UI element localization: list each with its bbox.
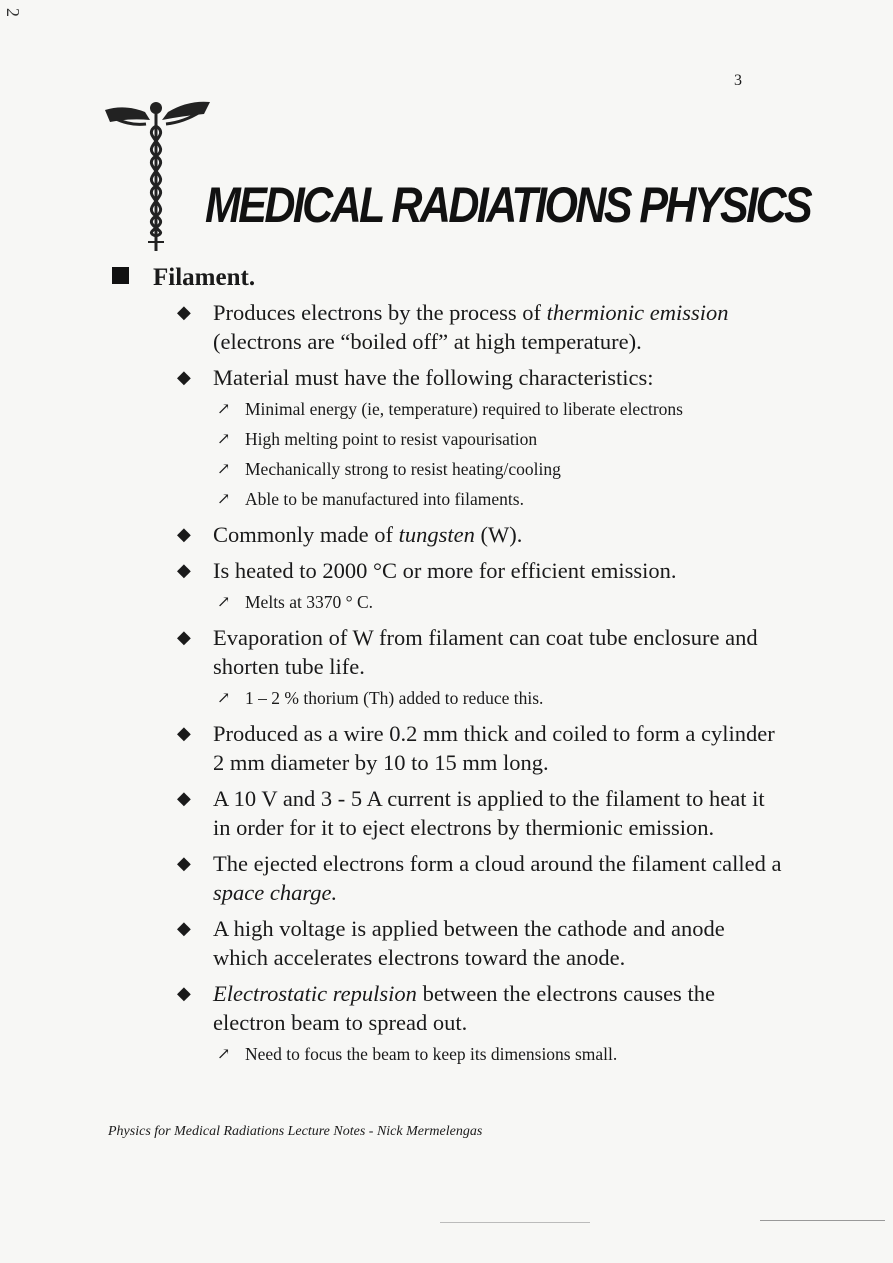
arrow-up-right-icon: ↗ — [217, 491, 231, 508]
arrow-up-right-icon: ↗ — [217, 1046, 231, 1063]
diamond-bullet-icon: ◆ — [177, 983, 191, 1003]
bullet-text — [213, 625, 758, 679]
sub-item — [197, 426, 785, 453]
emphasized-term: thermionic emission — [546, 300, 729, 325]
bullet-list — [175, 298, 785, 1075]
bullet-text-run: Material must have the following characteristics: — [213, 365, 654, 390]
bullet-item — [175, 623, 785, 712]
sub-item-text: Need to focus the beam to keep its dimensions small. — [245, 1044, 618, 1064]
sub-list — [197, 1041, 785, 1068]
emphasized-term: Electrostatic repulsion — [213, 981, 417, 1006]
bullet-text-run: between the electrons causes the electron beam to spread out. — [213, 981, 715, 1035]
diamond-bullet-icon: ◆ — [177, 627, 191, 647]
bullet-text-run: Produced as a wire 0.2 mm thick and coiled to form a cylinder 2 mm diameter by 10 to 15 mm long. — [213, 721, 775, 775]
footer-text: Physics for Medical Radiations Lecture Notes - Nick Mermelengas — [108, 1124, 483, 1139]
sub-list — [197, 685, 785, 712]
arrow-up-right-icon: ↗ — [217, 594, 231, 611]
arrow-up-right-icon: ↗ — [217, 461, 231, 478]
diamond-bullet-icon: ◆ — [177, 560, 191, 580]
bullet-text — [213, 300, 729, 354]
bullet-text-run: A high voltage is applied between the cathode and anode which accelerates electrons toward the anode. — [213, 916, 725, 970]
sub-item-text: High melting point to resist vapourisation — [245, 429, 538, 449]
page-title: MEDICAL RADIATIONS PHYSICS — [205, 177, 811, 233]
bullet-item — [175, 914, 785, 972]
sub-item-text: Melts at 3370 ° C. — [245, 592, 374, 612]
emphasized-term: tungsten — [398, 522, 475, 547]
sub-item — [197, 396, 785, 423]
bullet-text-run: (W). — [474, 522, 523, 547]
bullet-text — [213, 786, 765, 840]
bullet-text — [213, 851, 782, 905]
caduceus-icon — [100, 96, 215, 256]
arrow-up-right-icon: ↗ — [217, 690, 231, 707]
bullet-text-run: Is heated to 2000 °C or more for efficient emission. — [213, 558, 677, 583]
bullet-item — [175, 520, 785, 549]
divider — [440, 1222, 590, 1223]
bullet-item — [175, 784, 785, 842]
sub-list — [197, 396, 785, 513]
bullet-text-run: (electrons are “boiled off” at high temperature). — [213, 329, 642, 354]
sub-list — [197, 589, 785, 616]
sub-item — [197, 589, 785, 616]
bullet-text-run: A 10 V and 3 - 5 A current is applied to the filament to heat it in order for it to eject electrons by thermionic emission. — [213, 786, 765, 840]
bullet-text-run: The ejected electrons form a cloud around the filament called a — [213, 851, 782, 876]
bullet-text — [213, 721, 775, 775]
bullet-item — [175, 849, 785, 907]
bullet-text — [213, 365, 653, 390]
bullet-text-run: Commonly made of — [213, 522, 399, 547]
bullet-text — [213, 916, 725, 970]
sub-item — [197, 486, 785, 513]
sub-item-text: 1 – 2 % thorium (Th) added to reduce this. — [245, 688, 544, 708]
sub-item-text: Minimal energy (ie, temperature) required to liberate electrons — [245, 399, 683, 419]
divider — [760, 1220, 885, 1221]
diamond-bullet-icon: ◆ — [177, 723, 191, 743]
bullet-text — [213, 522, 522, 547]
diamond-bullet-icon: ◆ — [177, 524, 191, 544]
bullet-item — [175, 298, 785, 356]
sub-item — [197, 456, 785, 483]
sub-item — [197, 1041, 785, 1068]
bullet-item — [175, 979, 785, 1068]
square-bullet-icon — [112, 267, 129, 284]
arrow-up-right-icon: ↗ — [217, 401, 231, 418]
section-heading — [112, 264, 255, 292]
bullet-text — [213, 558, 676, 583]
diamond-bullet-icon: ◆ — [177, 302, 191, 322]
sub-item-text: Mechanically strong to resist heating/cooling — [245, 459, 561, 479]
page-number: 3 — [734, 72, 742, 89]
emphasized-term: space charge. — [213, 880, 338, 905]
section-heading-text: Filament. — [153, 264, 256, 291]
bullet-text — [213, 981, 715, 1035]
corner-mark: 2 — [3, 8, 23, 17]
arrow-up-right-icon: ↗ — [217, 431, 231, 448]
diamond-bullet-icon: ◆ — [177, 788, 191, 808]
diamond-bullet-icon: ◆ — [177, 367, 191, 387]
bullet-text-run: Evaporation of W from filament can coat tube enclosure and shorten tube life. — [213, 625, 758, 679]
bullet-item — [175, 719, 785, 777]
bullet-item — [175, 556, 785, 616]
diamond-bullet-icon: ◆ — [177, 918, 191, 938]
bullet-item — [175, 363, 785, 513]
sub-item-text: Able to be manufactured into filaments. — [245, 489, 524, 509]
bullet-text-run: Produces electrons by the process of — [213, 300, 547, 325]
sub-item — [197, 685, 785, 712]
diamond-bullet-icon: ◆ — [177, 853, 191, 873]
